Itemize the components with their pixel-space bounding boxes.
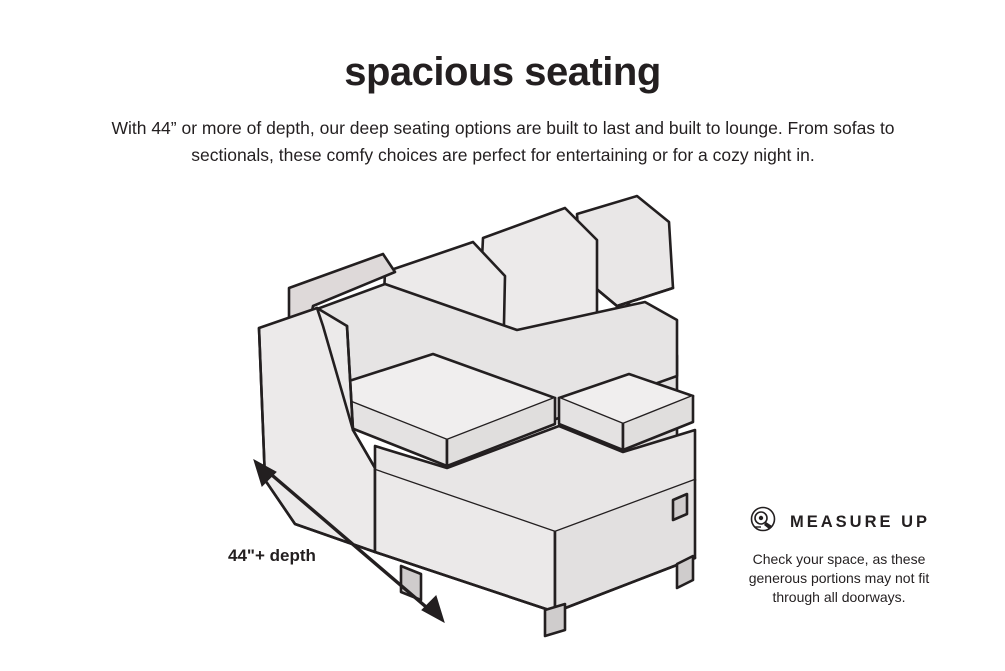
page-description: With 44” or more of depth, our deep seating options are built to last and built to lounge. From sofas to sectionals, these comfy choices are perfect for entertaining or for a cozy night in.	[111, 118, 895, 165]
measure-up-heading	[709, 505, 969, 540]
depth-label: 44"+ depth	[228, 546, 316, 565]
depth-dimension-arrow	[240, 450, 460, 630]
measure-up-note-line: through all doorways.	[772, 589, 906, 605]
measure-up-note-line: generous portions may not fit	[748, 570, 930, 586]
page-title: spacious seating	[344, 50, 661, 94]
measure-up-title: MEASURE UP	[789, 513, 930, 531]
measure-up-note-line: Check your space, as these	[752, 551, 926, 567]
measure-up-block	[709, 505, 969, 607]
measure-up-note	[709, 550, 969, 607]
tape-measure-icon	[748, 505, 778, 540]
